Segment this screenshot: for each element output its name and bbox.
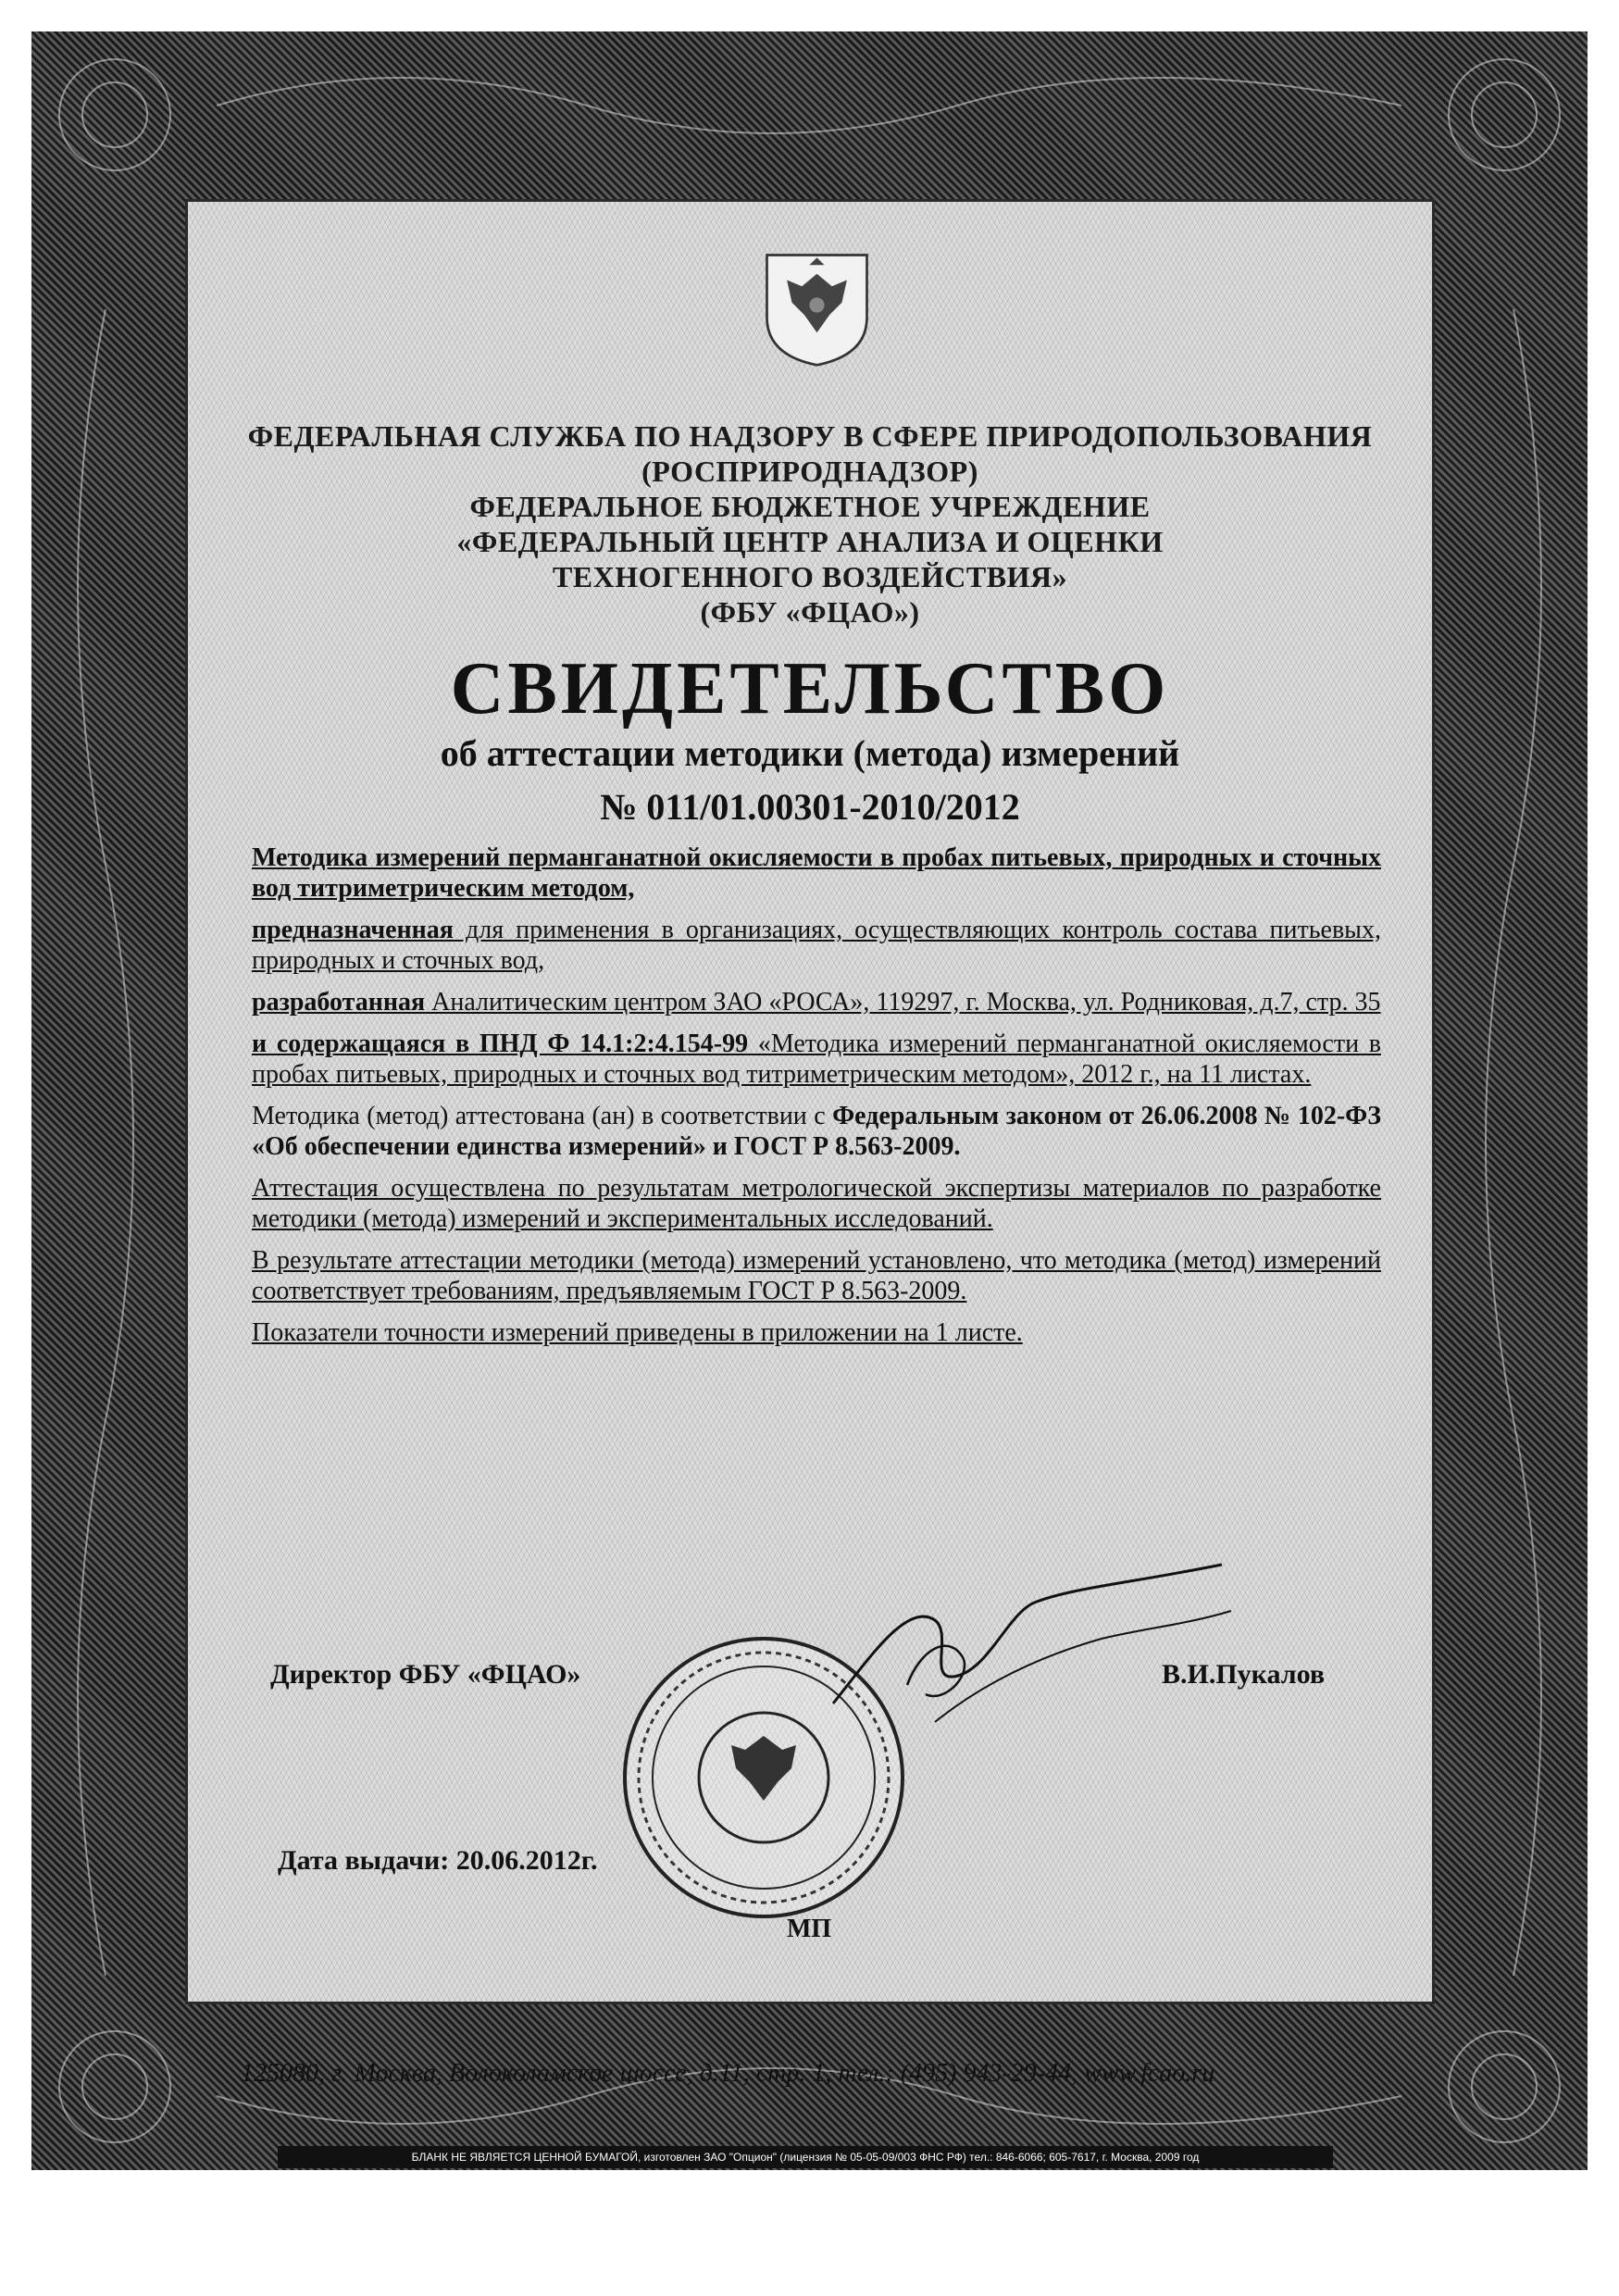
developer-paragraph	[252, 987, 1381, 1017]
certificate-number: № 011/01.00301-2010/2012	[600, 786, 1020, 828]
certificate-title: СВИДЕТЕЛЬСТВО	[450, 648, 1170, 730]
header-line: (РОСПРИРОДНАДЗОР)	[641, 455, 978, 488]
header-line: (ФБУ «ФЦАО»)	[700, 595, 920, 629]
certificate-subtitle: об аттестации методики (метода) измерений	[440, 732, 1180, 774]
certificate-body	[252, 842, 1381, 1359]
director-label: Директор ФБУ «ФЦАО»	[270, 1659, 581, 1690]
issue-date: Дата выдачи: 20.06.2012г.	[278, 1845, 598, 1876]
stamp-mark: МП	[787, 1915, 832, 1943]
certification-paragraph	[252, 1101, 1381, 1162]
document-paragraph	[252, 1029, 1381, 1090]
header-line: ФЕДЕРАЛЬНАЯ СЛУЖБА ПО НАДЗОРУ В СФЕРЕ ПРИРОДОПОЛЬЗОВАНИЯ	[247, 419, 1373, 453]
contained-label: и содержащаяся в ПНД Ф 14.1:2:4.154-99	[252, 1029, 749, 1058]
issuing-organization-header	[213, 418, 1407, 630]
header-line: ТЕХНОГЕННОГО ВОЗДЕЙСТВИЯ»	[552, 560, 1068, 593]
attestation-paragraph: Аттестация осуществлена по результатам метрологической экспертизы материалов по разработке методики (метода) измерений и экспериментальных исследований.	[252, 1174, 1381, 1233]
result-paragraph: В результате аттестации методики (метода) измерений установлено, что методика (метод) измерений соответствует требованиям, предъявляемым ГОСТ Р 8.563-2009.	[252, 1246, 1381, 1305]
intended-use-paragraph	[252, 915, 1381, 976]
accuracy-paragraph: Показатели точности измерений приведены в приложении на 1 листе.	[252, 1318, 1023, 1347]
intended-text: для применения в организациях, осуществляющих контроль состава питьевых, природных и сточных вод,	[252, 916, 1381, 975]
header-line: ФЕДЕРАЛЬНОЕ БЮДЖЕТНОЕ УЧРЕЖДЕНИЕ	[469, 490, 1151, 523]
intended-label: предназначенная	[252, 916, 454, 944]
footer-address: 125080, г. Москва, Волоколамское шоссе, д.11, стр. 1, тел.: (495) 943-29-44, www.fcao.ru	[241, 2059, 1215, 2088]
russian-coat-of-arms-icon	[754, 243, 879, 368]
handwritten-signature-icon	[796, 1546, 1240, 1750]
blank-notice-strip: БЛАНК НЕ ЯВЛЯЕТСЯ ЦЕННОЙ БУМАГОЙ, изготовлен ЗАО "Опцион" (лицензия № 05-05-09/003 ФНС РФ) тел.: 846-6066; 605-7617, г. Москва, 2009 год	[278, 2146, 1333, 2168]
method-name: Методика измерений перманганатной окисляемости в пробах питьевых, природных и сточных вод титриметрическим методом,	[252, 843, 1381, 903]
developed-label: разработанная	[252, 988, 426, 1017]
certified-text: Методика (метод) аттестована (ан) в соответствии с	[252, 1102, 833, 1130]
developed-text: Аналитическим центром ЗАО «РОСА», 119297, г. Москва, ул. Родниковая, д.7, стр. 35	[425, 988, 1381, 1017]
certified-law: Федеральным законом от 26.06.2008 № 102-ФЗ «Об обеспечении единства измерений» и ГОСТ Р 8.563-2009.	[252, 1102, 1381, 1161]
header-line: «ФЕДЕРАЛЬНЫЙ ЦЕНТР АНАЛИЗА И ОЦЕНКИ	[456, 525, 1164, 558]
contained-text: «Методика измерений перманганатной окисляемости в пробах питьевых, природных и сточных вод титриметрическим методом», 2012 г., на 11 листах.	[252, 1029, 1381, 1089]
director-name: В.И.Пукалов	[1162, 1659, 1326, 1690]
